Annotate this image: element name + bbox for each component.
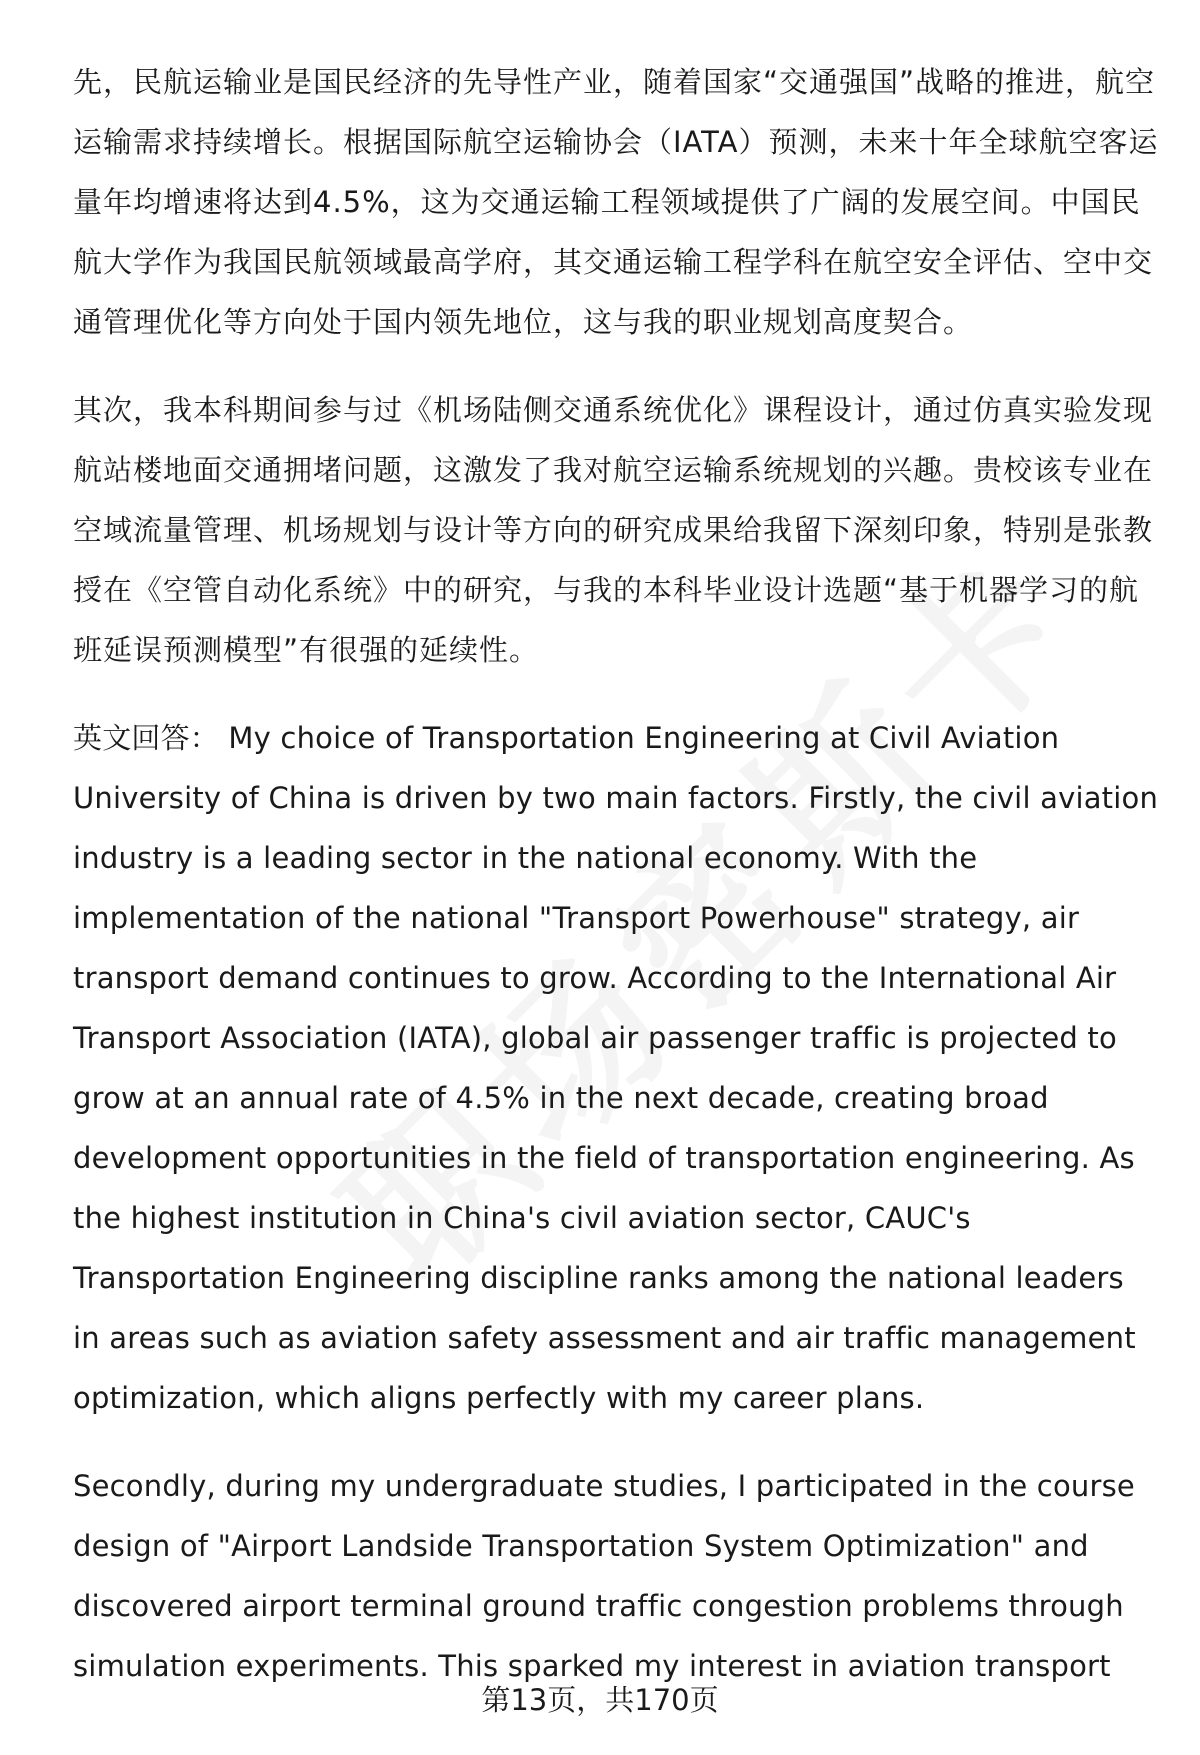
document-page <box>73 52 1159 1696</box>
english-answer-text: My choice of Transportation Engineering at Civil Aviation University of China is driven by two main factors. Firstly, the civil aviation industry is a leading sector in the national economy. With the implementation of the national "Transport Powerhouse" strategy, air transport demand continues to grow. According to the International Air Transport Association (IATA), global air passenger traffic is projected to grow at an annual rate of 4.5% in the next decade, creating broad development opportunities in the field of transportation engineering. As the highest institution in China's civil aviation sector, CAUC's Transportation Engineering discipline ranks among the national leaders in areas such as aviation safety assessment and air traffic management optimization, which aligns perfectly with my career plans. <box>73 721 1159 1415</box>
chinese-paragraph-2: 其次，我本科期间参与过《机场陆侧交通系统优化》课程设计，通过仿真实验发现航站楼地面交通拥堵问题，这激发了我对航空运输系统规划的兴趣。贵校该专业在空域流量管理、机场规划与设计等方向的研究成果给我留下深刻印象，特别是张教授在《空管自动化系统》中的研究，与我的本科毕业设计选题“基于机器学习的航班延误预测模型”有很强的延续性。 <box>73 393 1154 667</box>
english-answer-label: 英文回答： <box>73 721 220 755</box>
page-number-footer: 第13页，共170页 <box>481 1683 719 1717</box>
chinese-paragraph-1: 先，民航运输业是国民经济的先导性产业，随着国家“交通强国”战略的推进，航空运输需求持续增长。根据国际航空运输协会（IATA）预测，未来十年全球航空客运量年均增速将达到4.5%，这为交通运输工程领域提供了广阔的发展空间。中国民航大学作为我国民航领域最高学府，其交通运输工程学科在航空安全评估、空中交通管理优化等方向处于国内领先地位，这与我的职业规划高度契合。 <box>73 65 1159 339</box>
english-answer-paragraph-2: Secondly, during my undergraduate studies, I participated in the course design of "Airport Landside Transportation System Optimization" and discovered airport terminal ground traffic congestion problems through simulation experiments. This sparked my interest in aviation transport <box>73 1469 1135 1683</box>
english-answer-paragraph-1 <box>73 708 1159 1428</box>
